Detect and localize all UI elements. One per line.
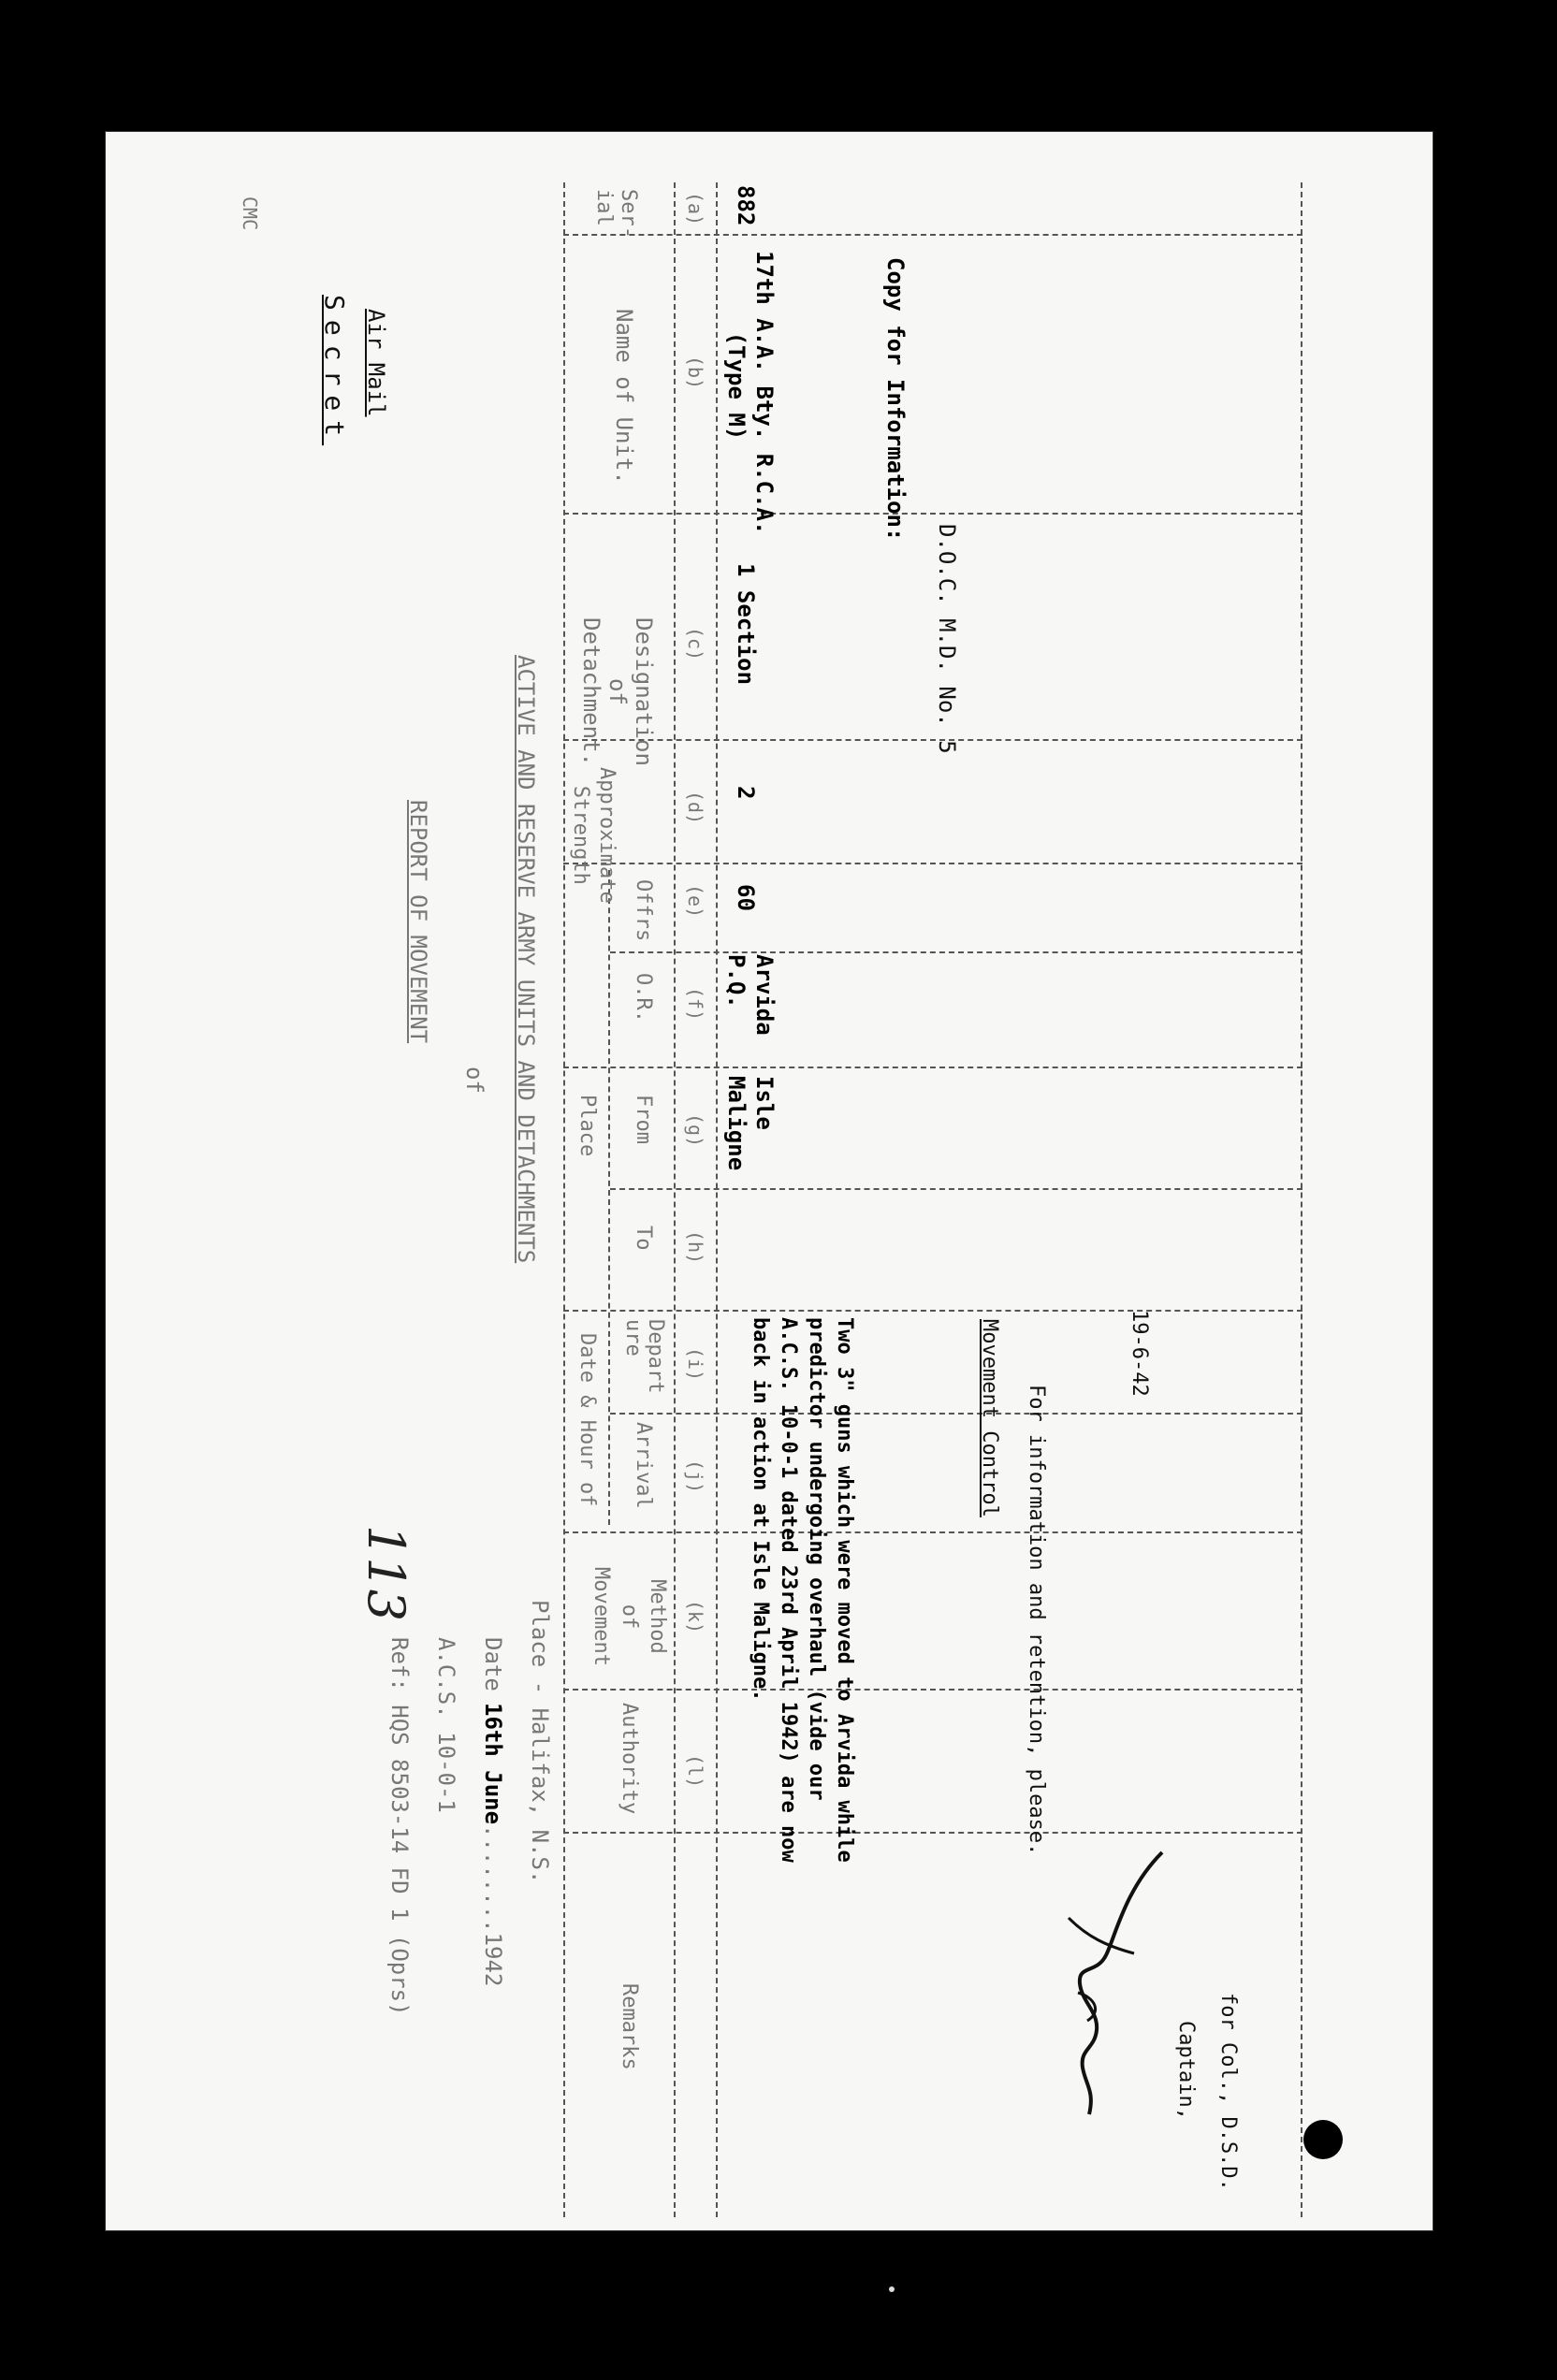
table-bottom-rule xyxy=(1301,182,1302,2217)
col-letter-i: (i) xyxy=(684,1347,706,1382)
header-remarks: Remarks xyxy=(618,1983,641,2070)
header-rule xyxy=(674,182,676,2217)
signature-title: Captain, xyxy=(1174,2021,1198,2120)
heading-line3: ACTIVE AND RESERVE ARMY UNITS AND DETACHMENTS xyxy=(513,655,539,1264)
for-info-note: For information and retention, please. xyxy=(1025,1385,1048,1856)
date-value: 16th June xyxy=(480,1703,506,1825)
col-letter-j: (j) xyxy=(684,1459,706,1494)
cell-unit: 17th A.A. Bty. R.C.A. (Type M) xyxy=(723,251,778,535)
copy-for-info-label: Copy for Information: xyxy=(882,257,909,542)
page-number: 113 xyxy=(357,1525,415,1622)
delivery-method: Air Mail xyxy=(363,309,389,417)
col-letter-g: (g) xyxy=(684,1113,706,1148)
cell-remarks: Two 3" guns which were moved to Arvida while predictor undergoing overhaul (vide our A.C.S. 10-0-1 dated 23rd April 1942) are now back in action at Isle Maligne. xyxy=(749,1317,856,1863)
col-rule-j xyxy=(563,1531,1302,1533)
col-rule-a xyxy=(563,234,1302,236)
cell-offrs: 2 xyxy=(733,786,759,800)
classification: Secret xyxy=(319,295,350,446)
header-offrs: Offrs xyxy=(632,879,655,942)
col-letter-f: (f) xyxy=(684,987,706,1022)
header-departure: Depart ure xyxy=(621,1319,667,1394)
date-label: Date xyxy=(480,1637,506,1691)
heading-line2: of xyxy=(461,1067,487,1094)
table-top-rule xyxy=(563,182,565,2217)
group-sub-rule xyxy=(608,870,610,1525)
col-rule-g xyxy=(610,1188,1302,1190)
col-rule-e xyxy=(610,951,1302,953)
header-place-group: Place xyxy=(575,1095,599,1157)
col-letter-c: (c) xyxy=(684,627,706,661)
cell-serial: 882 xyxy=(733,185,759,226)
header-arrival: Arrival xyxy=(632,1422,655,1509)
header-or: O.R. xyxy=(632,973,655,1023)
header-date-hour-group: Date & Hour of xyxy=(575,1333,599,1507)
col-letter-e: (e) xyxy=(684,884,706,919)
acs-reference: A.C.S. 10-0-1 xyxy=(433,1637,459,1813)
place-line: Place - Halifax, N.S. xyxy=(527,1600,553,1884)
heading-line1: REPORT OF MOVEMENT xyxy=(405,800,431,1044)
movement-control: Movement Control xyxy=(978,1319,1001,1517)
rotated-form xyxy=(105,131,1433,2231)
date-year: ........1942 xyxy=(480,1824,506,1987)
header-method: Method of Movement xyxy=(589,1567,669,1666)
cell-to: Isle Maligne xyxy=(723,1076,778,1171)
letters-rule xyxy=(716,182,718,2217)
signature-for: for Col., D.S.D. xyxy=(1216,1993,1240,2191)
col-rule-h xyxy=(563,1310,1302,1312)
col-letter-b: (b) xyxy=(684,356,706,390)
col-rule-k xyxy=(563,1689,1302,1691)
header-to: To xyxy=(632,1226,655,1251)
header-serial: Ser- ial xyxy=(592,189,640,239)
col-letter-a: (a) xyxy=(684,192,706,226)
cell-detachment: 1 Section xyxy=(733,563,759,686)
header-from: From xyxy=(632,1095,655,1144)
copy-for-info-recipient: D.O.C. M.D. No. 5 xyxy=(934,524,960,754)
received-date: 19-6-42 xyxy=(1128,1310,1151,1397)
col-rule-b xyxy=(563,513,1302,515)
col-rule-i xyxy=(610,1413,1302,1415)
header-unit: Name of Unit. xyxy=(611,309,637,485)
header-detachment: Designation of Detachment. xyxy=(578,617,657,766)
header-strength-group: Approximate Strength xyxy=(569,767,618,904)
stamp-cmc: CMC xyxy=(239,196,261,231)
speck xyxy=(889,2286,895,2292)
col-letter-l: (l) xyxy=(684,1754,706,1789)
header-authority: Authority xyxy=(618,1703,641,1815)
col-letter-h: (h) xyxy=(684,1230,706,1265)
col-rule-d xyxy=(563,863,1302,864)
col-letter-k: (k) xyxy=(684,1600,706,1634)
col-rule-f xyxy=(563,1067,1302,1068)
cell-or: 60 xyxy=(733,884,759,911)
cell-from: Arvida P.Q. xyxy=(723,954,778,1036)
col-letter-d: (d) xyxy=(684,791,706,825)
file-reference: Ref: HQS 8503-14 FD 1 (Oprs) xyxy=(386,1637,413,2016)
